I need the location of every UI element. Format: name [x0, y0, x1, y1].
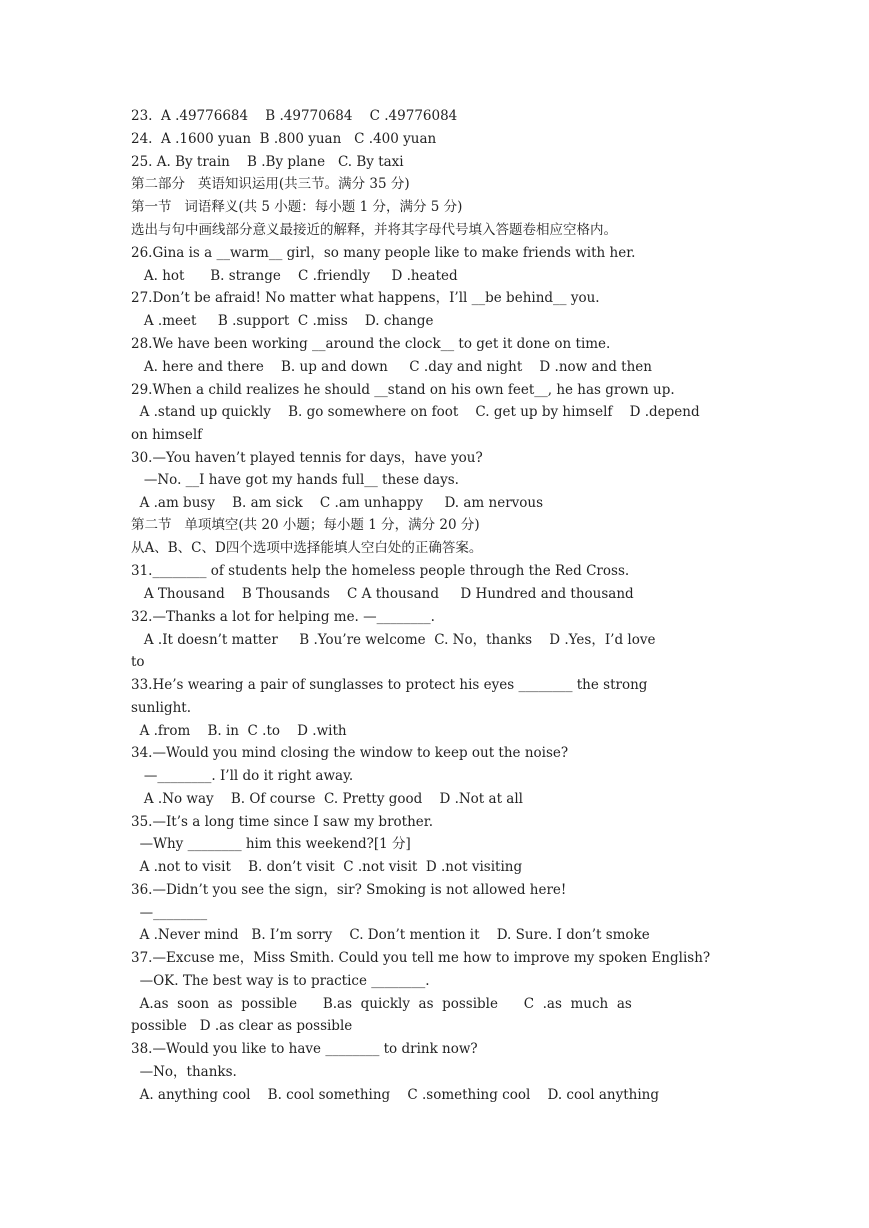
question-33-options: A .from B. in C .to D .with	[131, 723, 347, 739]
question-35: 35.—It’s a long time since I saw my brother.	[131, 814, 434, 830]
question-32-options: A .It doesn’t matter B .You’re welcome C. No，thanks D .Yes，I’d love	[131, 632, 656, 648]
question-37: 37.—Excuse me，Miss Smith. Could you tell me how to improve my spoken English?	[131, 950, 711, 966]
question-29: 29.When a child realizes he should __stand on his own feet__, he has grown up.	[131, 382, 675, 398]
question-24: 24. A .1600 yuan B .800 yuan C .400 yuan	[131, 131, 437, 147]
section-one-heading: 第一节 词语释义(共 5 小题：每小题 1 分，满分 5 分)	[131, 199, 463, 215]
question-36-options: A .Never mind B. I’m sorry C. Don’t mention it D. Sure. I don’t smoke	[131, 927, 650, 943]
question-37-reply: —OK. The best way is to practice ________.	[131, 973, 430, 989]
question-26: 26.Gina is a __warm__ girl，so many people like to make friends with her.	[131, 245, 636, 261]
question-32-options-cont: to	[131, 654, 145, 670]
question-23: 23. A .49776684 B .49770684 C .49776084	[131, 108, 458, 124]
question-36: 36.—Didn’t you see the sign，sir? Smoking is not allowed here!	[131, 882, 567, 898]
question-31: 31.________ of students help the homeless people through the Red Cross.	[131, 563, 630, 579]
question-36-reply: —________	[131, 905, 208, 921]
question-38-reply: —No，thanks.	[131, 1064, 237, 1080]
question-38-options: A. anything cool B. cool something C .something cool D. cool anything	[131, 1087, 659, 1103]
question-27: 27.Don’t be afraid! No matter what happens，I’ll __be behind__ you.	[131, 290, 600, 306]
question-31-options: A Thousand B Thousands C A thousand D Hundred and thousand	[131, 586, 634, 602]
question-34-reply: —________. I’ll do it right away.	[131, 768, 354, 784]
question-35-reply: —Why ________ him this weekend?[1 分]	[131, 836, 411, 852]
question-30-options: A .am busy B. am sick C .am unhappy D. am nervous	[131, 495, 544, 511]
question-38: 38.—Would you like to have ________ to drink now?	[131, 1041, 478, 1057]
section-two-heading: 第二节 单项填空(共 20 小题；每小题 1 分，满分 20 分)	[131, 517, 480, 533]
section-two-instruction: 从A、B、C、D四个选项中选择能填人空白处的正确答案。	[131, 540, 483, 556]
question-29-options: A .stand up quickly B. go somewhere on foot C. get up by himself D .depend	[131, 404, 700, 420]
question-35-options: A .not to visit B. don’t visit C .not visit D .not visiting	[131, 859, 523, 875]
question-32: 32.—Thanks a lot for helping me. —________.	[131, 609, 435, 625]
question-34-options: A .No way B. Of course C. Pretty good D .Not at all	[131, 791, 523, 807]
question-37-options: A.as soon as possible B.as quickly as possible C .as much as	[131, 996, 632, 1012]
question-28-options: A. here and there B. up and down C .day and night D .now and then	[131, 359, 652, 375]
question-30: 30.—You haven’t played tennis for days，have you?	[131, 450, 483, 466]
question-27-options: A .meet B .support C .miss D. change	[131, 313, 434, 329]
question-28: 28.We have been working __around the clock__ to get it done on time.	[131, 336, 611, 352]
question-29-options-cont: on himself	[131, 427, 203, 443]
question-26-options: A. hot B. strange C .friendly D .heated	[131, 268, 458, 284]
question-25: 25. A. By train B .By plane C. By taxi	[131, 154, 404, 170]
section-one-instruction: 选出与句中画线部分意义最接近的解释，并将其字母代号填入答题卷相应空格内。	[131, 222, 617, 238]
question-33-cont: sunlight.	[131, 700, 192, 716]
question-34: 34.—Would you mind closing the window to keep out the noise?	[131, 745, 569, 761]
question-37-options-cont: possible D .as clear as possible	[131, 1018, 353, 1034]
question-30-reply: —No. __I have got my hands full__ these days.	[131, 472, 459, 488]
question-33: 33.He’s wearing a pair of sunglasses to protect his eyes ________ the strong	[131, 677, 648, 693]
part-two-heading: 第二部分 英语知识运用(共三节。满分 35 分)	[131, 176, 410, 192]
